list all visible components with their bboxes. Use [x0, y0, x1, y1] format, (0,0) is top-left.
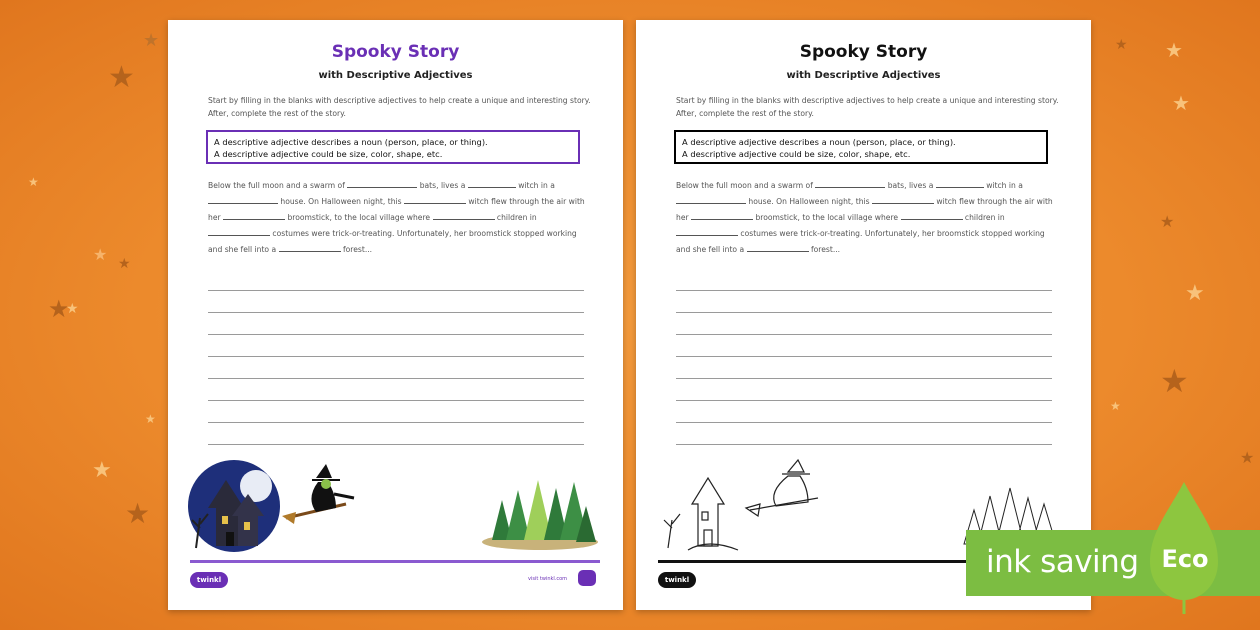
star-icon: ★	[143, 30, 160, 51]
site-url: visit twinkl.com	[528, 576, 568, 582]
ink-saving-text: ink saving	[986, 544, 1139, 580]
star-icon: ★	[1185, 281, 1205, 306]
twinkl-logo: twinkl	[658, 572, 696, 588]
twinkl-logo: twinkl	[190, 572, 228, 588]
star-icon: ★	[1172, 91, 1190, 115]
definition-line: A descriptive adjective could be size, color, shape, etc.	[214, 149, 443, 159]
writing-line[interactable]	[676, 290, 1052, 291]
story-text: Below the full moon and a swarm of bats, lives a witch in a house. On Halloween night, this witch flew through the air with her broomstick, to the local village where children in costumes were trick-or-treating. Unfortunately, her broomstick stopped working and she fell into a forest...	[676, 178, 1056, 258]
writing-line[interactable]	[676, 334, 1052, 335]
writing-line[interactable]	[676, 356, 1052, 357]
star-icon: ★	[66, 301, 79, 317]
adjective-blank[interactable]	[208, 226, 270, 236]
star-icon: ★	[1165, 38, 1183, 62]
story-text: Below the full moon and a swarm of bats, lives a witch in a house. On Halloween night, this witch flew through the air with her broomstick, to the local village where children in costumes were trick-or-treating. Unfortunately, her broomstick stopped working and she fell into a forest...	[208, 178, 588, 258]
definition-line: A descriptive adjective describes a noun (person, place, or thing).	[682, 137, 956, 147]
adjective-blank[interactable]	[691, 210, 753, 220]
star-icon: ★	[93, 245, 108, 264]
star-icon: ★	[1160, 212, 1175, 231]
adjective-blank[interactable]	[279, 242, 341, 252]
instructions-text: Start by filling in the blanks with descriptive adjectives to help create a unique and interesting story. After, complete the rest of the story.	[208, 96, 591, 118]
writing-line[interactable]	[208, 444, 584, 445]
adjective-blank[interactable]	[404, 194, 466, 204]
definition-box	[674, 130, 1048, 164]
adjective-blank[interactable]	[936, 178, 984, 188]
worksheet-title: Spooky Story	[331, 42, 460, 62]
star-icon: ★	[145, 412, 156, 426]
writing-line[interactable]	[208, 334, 584, 335]
writing-line[interactable]	[208, 378, 584, 379]
adjective-blank[interactable]	[872, 194, 934, 204]
writing-line[interactable]	[676, 312, 1052, 313]
worksheet-ink-saving	[636, 20, 1091, 610]
star-icon: ★	[108, 60, 135, 95]
star-icon: ★	[125, 497, 151, 530]
adjective-blank[interactable]	[433, 210, 495, 220]
worksheet-color	[168, 20, 623, 610]
worksheet-title: Spooky Story	[799, 42, 928, 62]
adjective-blank[interactable]	[676, 226, 738, 236]
adjective-blank[interactable]	[901, 210, 963, 220]
instructions-text: Start by filling in the blanks with descriptive adjectives to help create a unique and interesting story. After, complete the rest of the story.	[676, 96, 1059, 118]
footer-rule	[190, 560, 600, 563]
twinkl-app-icon	[578, 570, 596, 586]
writing-line[interactable]	[676, 378, 1052, 379]
haunted-house-illustration	[658, 458, 838, 553]
star-icon: ★	[118, 256, 131, 272]
adjective-blank[interactable]	[468, 178, 516, 188]
star-icon: ★	[92, 458, 112, 483]
writing-line[interactable]	[676, 444, 1052, 445]
star-icon: ★	[28, 175, 39, 189]
writing-line[interactable]	[208, 290, 584, 291]
star-icon: ★	[1240, 448, 1255, 467]
forest-illustration	[480, 460, 600, 550]
adjective-blank[interactable]	[747, 242, 809, 252]
adjective-blank[interactable]	[223, 210, 285, 220]
eco-label: Eco	[1161, 545, 1209, 573]
definition-line: A descriptive adjective could be size, color, shape, etc.	[682, 149, 911, 159]
adjective-blank[interactable]	[815, 178, 885, 188]
worksheet-subtitle: with Descriptive Adjectives	[318, 70, 473, 81]
writing-line[interactable]	[208, 356, 584, 357]
writing-line[interactable]	[208, 312, 584, 313]
star-icon: ★	[48, 295, 70, 323]
star-icon: ★	[1160, 362, 1189, 400]
adjective-blank[interactable]	[208, 194, 278, 204]
worksheet-subtitle: with Descriptive Adjectives	[786, 70, 941, 81]
writing-line[interactable]	[676, 422, 1052, 423]
adjective-blank[interactable]	[676, 194, 746, 204]
writing-line[interactable]	[208, 422, 584, 423]
writing-line[interactable]	[208, 400, 584, 401]
haunted-house-illustration	[186, 458, 366, 553]
adjective-blank[interactable]	[347, 178, 417, 188]
definition-line: A descriptive adjective describes a noun (person, place, or thing).	[214, 137, 488, 147]
writing-line[interactable]	[676, 400, 1052, 401]
definition-box	[206, 130, 580, 164]
star-icon: ★	[1115, 37, 1128, 53]
star-icon: ★	[1110, 399, 1121, 413]
